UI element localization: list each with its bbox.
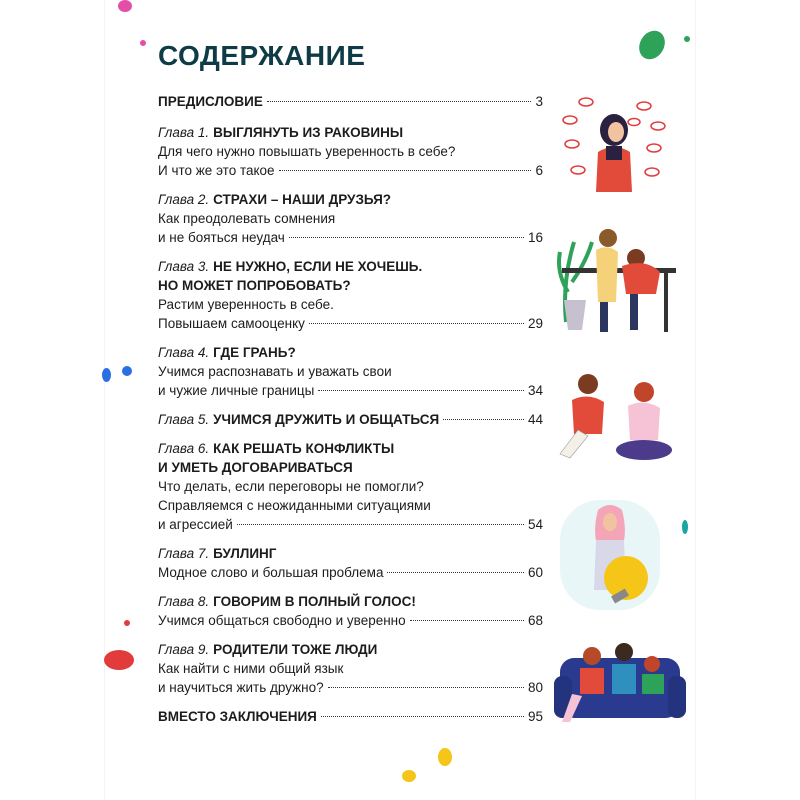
- paint-splash-green-dot: [684, 36, 690, 42]
- chapter-desc: Повышаем самооценку: [158, 316, 305, 331]
- entry-title: ВМЕСТО ЗАКЛЮЧЕНИЯ: [158, 709, 317, 724]
- toc-entry-chapter-5[interactable]: [158, 410, 543, 429]
- page-number: 95: [527, 709, 543, 724]
- chapter-desc: Для чего нужно повышать уверенность в себе?: [158, 144, 456, 159]
- paint-splash-yellow-2: [438, 748, 452, 766]
- chapter-desc: Как найти с ними общий язык: [158, 661, 344, 676]
- toc-entry-conclusion[interactable]: [158, 707, 543, 726]
- chapter-title: БУЛЛИНГ: [213, 546, 277, 561]
- page-number: 68: [527, 613, 543, 628]
- leader-dots: [387, 572, 524, 573]
- leader-dots: [289, 237, 524, 238]
- chapter-desc: Модное слово и большая проблема: [158, 565, 384, 580]
- toc-entry-chapter-2[interactable]: [158, 190, 543, 247]
- illustration-watched-girl: [556, 92, 676, 192]
- chapter-label: Глава 6.: [158, 441, 210, 456]
- page-number: 44: [527, 412, 543, 427]
- chapter-title: СТРАХИ – НАШИ ДРУЗЬЯ?: [213, 192, 392, 207]
- chapter-desc: Справляемся с неожиданными ситуациями: [158, 498, 431, 513]
- chapter-title: ВЫГЛЯНУТЬ ИЗ РАКОВИНЫ: [213, 125, 404, 140]
- toc-entry-chapter-9[interactable]: [158, 640, 543, 697]
- chapter-title: НЕ НУЖНО, ЕСЛИ НЕ ХОЧЕШЬ.: [213, 259, 423, 274]
- chapter-desc: и агрессией: [158, 517, 233, 532]
- toc-entry-preface[interactable]: [158, 92, 543, 111]
- page-number: 60: [527, 565, 543, 580]
- chapter-label: Глава 1.: [158, 125, 210, 140]
- chapter-desc: И что же это такое: [158, 163, 275, 178]
- chapter-desc: Учимся распознавать и уважать свои: [158, 364, 392, 379]
- entry-title: ПРЕДИСЛОВИЕ: [158, 94, 263, 109]
- page-number: 6: [535, 163, 543, 178]
- chapter-desc: и не бояться неудач: [158, 230, 285, 245]
- chapter-title-line-2: НО МОЖЕТ ПОПРОБОВАТЬ?: [158, 278, 351, 293]
- paint-splash-yellow: [402, 770, 416, 782]
- page-number: 80: [527, 680, 543, 695]
- chapter-desc: Как преодолевать сомнения: [158, 211, 336, 226]
- chapter-title: РОДИТЕЛИ ТОЖЕ ЛЮДИ: [213, 642, 378, 657]
- page-number: 54: [527, 517, 543, 532]
- chapter-label: Глава 7.: [158, 546, 210, 561]
- leader-dots: [318, 390, 524, 391]
- chapter-label: Глава 2.: [158, 192, 210, 207]
- page-number: 29: [527, 316, 543, 331]
- page-number: 16: [527, 230, 543, 245]
- chapter-desc: Учимся общаться свободно и уверенно: [158, 613, 406, 628]
- chapter-title: УЧИМСЯ ДРУЖИТЬ И ОБЩАТЬСЯ: [213, 412, 440, 427]
- toc-entry-chapter-3[interactable]: [158, 257, 543, 333]
- paint-splash-teal: [682, 520, 688, 534]
- leader-dots: [328, 687, 524, 688]
- chapter-label: Глава 9.: [158, 642, 210, 657]
- leader-dots: [237, 524, 524, 525]
- illustration-tired-people-at-table: [556, 222, 682, 334]
- leader-dots: [267, 101, 532, 102]
- leader-dots: [321, 716, 524, 717]
- leader-dots: [309, 323, 524, 324]
- chapter-title: ГДЕ ГРАНЬ?: [213, 345, 296, 360]
- chapter-title: КАК РЕШАТЬ КОНФЛИКТЫ: [213, 441, 395, 456]
- illustration-family-on-sofa: [552, 636, 686, 726]
- paint-splash-red: [104, 650, 134, 670]
- paint-splash-blue: [102, 368, 111, 382]
- paint-splash-red-small: [124, 620, 130, 626]
- chapter-label: Глава 5.: [158, 412, 210, 427]
- chapter-desc: Растим уверенность в себе.: [158, 297, 334, 312]
- chapter-label: Глава 4.: [158, 345, 210, 360]
- illustration-girl-with-lightbulb: [560, 500, 660, 610]
- leader-dots: [279, 170, 532, 171]
- toc-entry-chapter-6[interactable]: [158, 439, 543, 534]
- page-number: 3: [535, 94, 543, 109]
- paint-splash-pink: [118, 0, 132, 12]
- leader-dots: [410, 620, 524, 621]
- page-number: 34: [527, 383, 543, 398]
- page-title: СОДЕРЖАНИЕ: [158, 40, 366, 71]
- chapter-desc: и научиться жить дружно?: [158, 680, 324, 695]
- toc-entry-chapter-7[interactable]: [158, 544, 543, 582]
- leader-dots: [443, 419, 524, 420]
- paint-splash-pink-small: [140, 40, 146, 46]
- illustration-sitting-friends: [548, 370, 682, 470]
- chapter-desc: Что делать, если переговоры не помогли?: [158, 479, 424, 494]
- toc-entry-chapter-4[interactable]: [158, 343, 543, 400]
- chapter-label: Глава 8.: [158, 594, 210, 609]
- chapter-title-line-2: И УМЕТЬ ДОГОВАРИВАТЬСЯ: [158, 460, 353, 475]
- table-of-contents: [158, 92, 543, 736]
- chapter-desc: и чужие личные границы: [158, 383, 315, 398]
- paint-splash-blue-2: [122, 366, 132, 376]
- chapter-label: Глава 3.: [158, 259, 210, 274]
- chapter-title: ГОВОРИМ В ПОЛНЫЙ ГОЛОС!: [213, 594, 416, 609]
- toc-entry-chapter-8[interactable]: [158, 592, 543, 630]
- toc-entry-chapter-1[interactable]: [158, 123, 543, 180]
